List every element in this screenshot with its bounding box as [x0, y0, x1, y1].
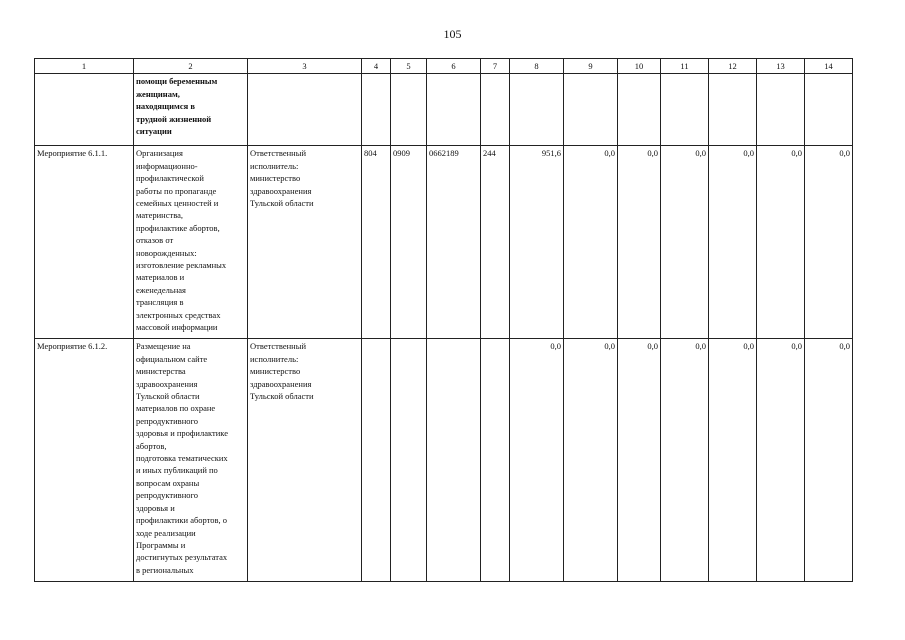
amount-cell: 951,6 [510, 146, 564, 339]
description-line: достигнутых результатах [136, 552, 228, 563]
column-number: 14 [805, 59, 853, 74]
program-table [34, 58, 853, 582]
column-number: 12 [709, 59, 757, 74]
description-line: материалов по охране [136, 403, 216, 414]
description-line: семейных ценностей и [136, 198, 219, 209]
budget-code-cell: 804 [362, 146, 391, 339]
column-number: 10 [618, 59, 661, 74]
amount-cell: 0,0 [757, 339, 805, 582]
column-number: 9 [564, 59, 618, 74]
empty-cell [618, 74, 661, 146]
column-number: 1 [35, 59, 134, 74]
amount-cell: 0,0 [709, 146, 757, 339]
description-line: помощи беременным [136, 76, 218, 87]
description-line: здоровья и профилактике [136, 428, 228, 439]
amount-cell: 0,0 [805, 146, 853, 339]
amount-cell: 0,0 [618, 339, 661, 582]
description-line: ситуации [136, 126, 172, 137]
column-number-row [35, 59, 853, 74]
description-line: профилактики абортов, о [136, 515, 228, 526]
description-line: еженедельная [136, 284, 186, 295]
empty-cell [427, 74, 481, 146]
amount-cell: 0,0 [757, 146, 805, 339]
empty-cell [661, 74, 709, 146]
description-line: профилактической [136, 173, 204, 184]
executor-line: здравоохранения [250, 378, 312, 389]
description-line: информационно- [136, 160, 198, 171]
continuation-name-cell [35, 74, 134, 146]
budget-code-cell: 244 [481, 146, 510, 339]
measure-description [134, 339, 248, 582]
amount-cell: 0,0 [564, 339, 618, 582]
description-line: трансляция в [136, 297, 184, 308]
measure-description [134, 146, 248, 339]
executor-line: Ответственный [250, 148, 306, 159]
description-line: репродуктивного [136, 415, 199, 426]
executor-line: Ответственный [250, 341, 306, 352]
description-line: находящимся в [136, 101, 195, 112]
table-row [35, 339, 853, 582]
description-line: абортов, [136, 440, 167, 451]
description-line: работы по пропаганде [136, 185, 217, 196]
empty-cell [248, 74, 362, 146]
column-number: 6 [427, 59, 481, 74]
measure-executor [248, 146, 362, 339]
measure-executor [248, 339, 362, 582]
description-line: материалов и [136, 272, 185, 283]
amount-cell: 0,0 [510, 339, 564, 582]
empty-cell [757, 74, 805, 146]
empty-cell [564, 74, 618, 146]
amount-cell: 0,0 [564, 146, 618, 339]
table-row [35, 146, 853, 339]
description-line: материнства, [136, 210, 183, 221]
measure-name: Мероприятие 6.1.1. [35, 146, 134, 339]
empty-cell [709, 74, 757, 146]
budget-code-cell [362, 339, 391, 582]
amount-cell: 0,0 [709, 339, 757, 582]
description-line: ходе реализации [136, 527, 196, 538]
column-number: 2 [134, 59, 248, 74]
description-line: официальном сайте [136, 353, 208, 364]
budget-code-cell: 0909 [391, 146, 427, 339]
column-number: 8 [510, 59, 564, 74]
empty-cell [805, 74, 853, 146]
column-number: 7 [481, 59, 510, 74]
executor-line: министерство [250, 366, 301, 377]
column-number: 5 [391, 59, 427, 74]
description-line: отказов от [136, 235, 174, 246]
executor-line: здравоохранения [250, 185, 312, 196]
description-line: министерства [136, 366, 186, 377]
description-line: Тульской области [136, 391, 200, 402]
description-line: здоровья и [136, 502, 175, 513]
executor-line: исполнитель: [250, 160, 299, 171]
budget-code-cell [391, 339, 427, 582]
empty-cell [391, 74, 427, 146]
description-line: в региональных [136, 564, 194, 575]
continuation-description-cell [134, 74, 248, 146]
description-line: массовой информации [136, 322, 218, 333]
page-number: 105 [443, 27, 462, 41]
description-line: здравоохранения [136, 378, 198, 389]
description-line: профилактике абортов, [136, 222, 220, 233]
description-line: Программы и [136, 539, 186, 550]
description-line: вопросам охраны [136, 477, 200, 488]
continuation-row [35, 74, 853, 146]
column-number: 4 [362, 59, 391, 74]
description-line: женщинам, [136, 88, 180, 99]
measure-name: Мероприятие 6.1.2. [35, 339, 134, 582]
executor-line: министерство [250, 173, 301, 184]
description-line: трудной жизненной [136, 113, 212, 124]
column-number: 11 [661, 59, 709, 74]
empty-cell [481, 74, 510, 146]
budget-code-cell [427, 339, 481, 582]
description-line: подготовка тематических [136, 453, 228, 464]
description-line: Организация [136, 148, 183, 159]
executor-line: Тульской области [250, 391, 314, 402]
description-line: и иных публикаций по [136, 465, 218, 476]
column-number: 13 [757, 59, 805, 74]
column-number: 3 [248, 59, 362, 74]
description-line: Размещение на [136, 341, 191, 352]
description-line: репродуктивного [136, 490, 199, 501]
amount-cell: 0,0 [618, 146, 661, 339]
executor-line: Тульской области [250, 198, 314, 209]
description-line: изготовление рекламных [136, 260, 227, 271]
description-line: электронных средствах [136, 309, 221, 320]
amount-cell: 0,0 [661, 146, 709, 339]
budget-code-cell: 0662189 [427, 146, 481, 339]
empty-cell [362, 74, 391, 146]
empty-cell [510, 74, 564, 146]
amount-cell: 0,0 [661, 339, 709, 582]
budget-code-cell [481, 339, 510, 582]
description-line: новорожденных: [136, 247, 197, 258]
executor-line: исполнитель: [250, 353, 299, 364]
amount-cell: 0,0 [805, 339, 853, 582]
